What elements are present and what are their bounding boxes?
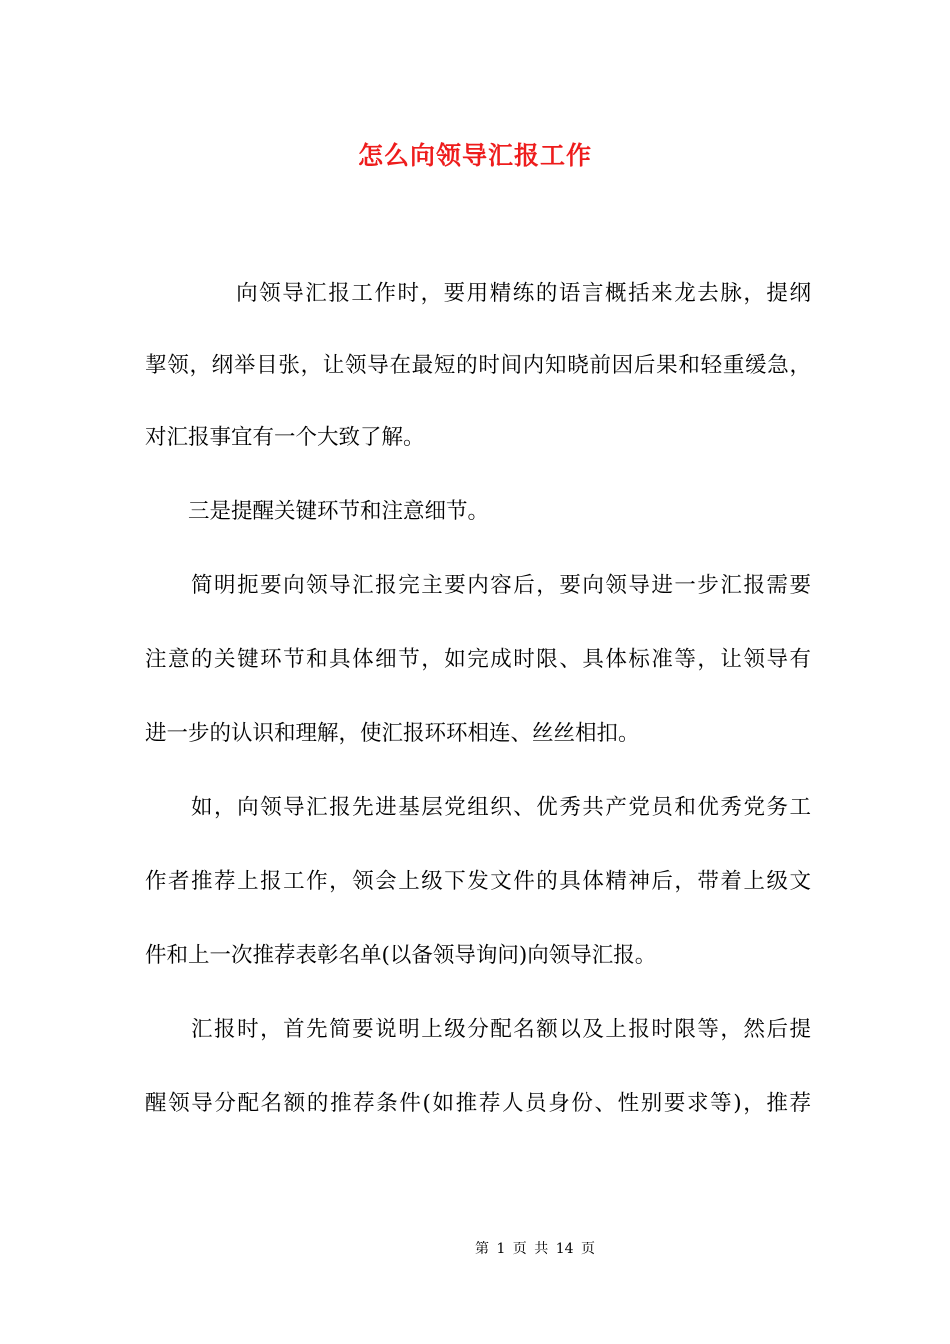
paragraph-line: 进一步的认识和理解，使汇报环环相连、丝丝相扣。: [145, 721, 640, 746]
paragraph-line: 注意的关键环节和具体细节，如完成时限、具体标准等，让领导有: [145, 647, 811, 672]
paragraph-line: 三是提醒关键环节和注意细节。: [145, 499, 490, 524]
paragraph-line: 汇报时，首先简要说明上级分配名额以及上报时限等，然后提: [145, 1017, 811, 1042]
paragraph-line: 简明扼要向领导汇报完主要内容后，要向领导进一步汇报需要: [145, 573, 811, 598]
paragraph-line: 件和上一次推荐表彰名单(以备领导询问)向领导汇报。: [145, 943, 657, 968]
paragraph-line: 挈领，纲举目张，让领导在最短的时间内知晓前因后果和轻重缓急，: [145, 353, 811, 378]
paragraph-line: 如，向领导汇报先进基层党组织、优秀共产党员和优秀党务工: [145, 795, 811, 820]
paragraph-line: 对汇报事宜有一个大致了解。: [145, 425, 425, 450]
paragraph-line: 醒领导分配名额的推荐条件(如推荐人员身份、性别要求等)，推荐: [145, 1091, 811, 1116]
paragraph-line: 作者推荐上报工作，领会上级下发文件的具体精神后，带着上级文: [145, 869, 811, 894]
paragraph-line: 向领导汇报工作时，要用精练的语言概括来龙去脉，提纲: [190, 281, 811, 306]
page-title: 怎么向领导汇报工作: [357, 141, 592, 170]
page-footer: 第 1 页 共 14 页: [475, 1241, 595, 1257]
